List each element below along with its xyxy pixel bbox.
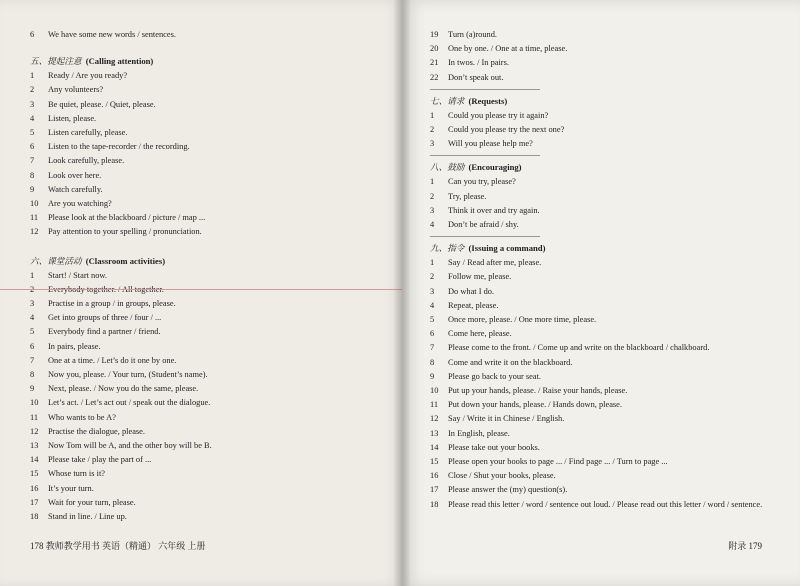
- list-item: [30, 225, 392, 239]
- list-item: [430, 285, 790, 299]
- list-item: [430, 256, 790, 270]
- item-number: 5: [30, 327, 35, 337]
- list-item: [30, 368, 392, 382]
- item-number: 6: [30, 142, 35, 152]
- item-number: 4: [430, 300, 435, 310]
- list-item: [430, 356, 790, 370]
- item-number: 9: [30, 184, 35, 194]
- item-number: 2: [430, 191, 435, 201]
- item-text: Once more, please. / One more time, please.: [448, 315, 597, 325]
- list-item: [430, 412, 790, 426]
- item-number: 12: [30, 426, 39, 436]
- item-number: 8: [30, 370, 35, 380]
- heading-chinese: 五、提起注意: [30, 56, 82, 67]
- list-item: [30, 510, 392, 524]
- item-number: 1: [430, 177, 435, 187]
- list-item: [430, 175, 790, 189]
- item-text: Any volunteers?: [48, 85, 104, 95]
- list-item: [30, 28, 392, 42]
- section-classroom-activities: [30, 254, 392, 525]
- heading-chinese: 九、指令: [430, 243, 465, 254]
- item-number: 15: [30, 469, 39, 479]
- item-number: 10: [430, 386, 439, 396]
- section-heading: [430, 160, 790, 174]
- list-item: [430, 28, 790, 42]
- list-item: [430, 427, 790, 441]
- item-number: 6: [30, 30, 35, 39]
- item-number: 12: [30, 227, 39, 237]
- item-number: 3: [30, 299, 35, 309]
- item-number: 17: [430, 485, 439, 495]
- section-divider: [430, 236, 540, 237]
- list-item: [30, 340, 392, 354]
- item-list: [430, 256, 790, 512]
- list-item: [430, 498, 790, 512]
- item-number: 9: [430, 371, 435, 381]
- item-number: 5: [30, 128, 35, 138]
- book-gutter: [394, 0, 410, 586]
- item-number: 3: [430, 139, 435, 149]
- list-item: [430, 483, 790, 497]
- item-number: 7: [430, 343, 435, 353]
- list-item: [30, 269, 392, 283]
- item-text: Please look at the blackboard / picture / map ...: [48, 213, 206, 223]
- list-item: [30, 453, 392, 467]
- item-text: Watch carefully.: [48, 184, 103, 194]
- list-item: [30, 297, 392, 311]
- item-text: Please take / play the part of ...: [48, 455, 152, 465]
- item-text: Try, please.: [448, 191, 487, 201]
- list-item: [430, 137, 790, 151]
- item-text: It’s your turn.: [48, 483, 94, 493]
- list-item: [430, 42, 790, 56]
- list-item: [30, 197, 392, 211]
- list-item: [30, 183, 392, 197]
- item-list: [430, 28, 790, 85]
- item-number: 3: [430, 205, 435, 215]
- item-number: 18: [30, 512, 39, 522]
- item-text: Look carefully, please.: [48, 156, 125, 166]
- heading-english: (Encouraging): [468, 162, 522, 173]
- item-text: Say / Write it in Chinese / English.: [448, 414, 565, 424]
- item-number: 8: [430, 357, 435, 367]
- item-text: Please open your books to page ... / Find page ... / Turn to page ...: [448, 457, 668, 467]
- item-text: Do what I do.: [448, 286, 495, 296]
- list-item: [430, 56, 790, 70]
- item-number: 4: [430, 220, 435, 230]
- item-number: 4: [30, 113, 35, 123]
- item-number: 20: [430, 44, 439, 54]
- item-number: 2: [430, 272, 435, 282]
- item-number: 22: [430, 72, 439, 82]
- item-text: Could you please try the next one?: [448, 125, 565, 135]
- section-heading: [430, 94, 790, 108]
- list-item: [430, 341, 790, 355]
- list-item: [30, 354, 392, 368]
- list-item: [30, 126, 392, 140]
- item-text: Look over here.: [48, 170, 102, 180]
- item-text: Everybody find a partner / friend.: [48, 327, 161, 337]
- item-number: 12: [430, 414, 439, 424]
- item-text: Repeat, please.: [448, 300, 499, 310]
- item-number: 6: [430, 329, 435, 339]
- item-number: 14: [30, 455, 39, 465]
- list-item: [430, 299, 790, 313]
- heading-chinese: 八、鼓励: [430, 162, 465, 173]
- item-number: 13: [30, 441, 39, 451]
- item-number: 7: [30, 156, 35, 166]
- item-text: Please read this letter / word / sentence out loud. / Please read out this letter / word / sentence.: [448, 499, 763, 509]
- item-text: One by one. / One at a time, please.: [448, 44, 568, 54]
- item-number: 2: [30, 85, 35, 95]
- heading-english: (Classroom activities): [85, 255, 166, 266]
- item-number: 6: [30, 341, 35, 351]
- item-list: [30, 269, 392, 525]
- item-text: Can you try, please?: [448, 177, 516, 187]
- list-item: [430, 398, 790, 412]
- item-text: Could you please try it again?: [448, 110, 549, 120]
- red-rule-line: [0, 289, 402, 290]
- item-number: 10: [30, 199, 39, 209]
- list-item: [430, 327, 790, 341]
- item-text: Turn (a)round.: [448, 30, 498, 39]
- item-number: 1: [30, 71, 35, 81]
- item-number: 10: [30, 398, 39, 408]
- item-text: In English, please.: [448, 428, 510, 438]
- item-text: Practise in a group / in groups, please.: [48, 299, 176, 309]
- item-number: 3: [430, 286, 435, 296]
- section-heading: [30, 54, 392, 68]
- heading-chinese: 六、课堂活动: [30, 255, 82, 266]
- list-item: [430, 441, 790, 455]
- item-text: Close / Shut your books, please.: [448, 471, 556, 481]
- item-text: Whose turn is it?: [48, 469, 105, 479]
- list-item: [430, 218, 790, 232]
- list-item: [30, 396, 392, 410]
- item-text: Please take out your books.: [448, 442, 540, 452]
- list-item: [30, 411, 392, 425]
- heading-english: (Issuing a command): [468, 243, 546, 254]
- list-item: [430, 313, 790, 327]
- list-item: [30, 311, 392, 325]
- item-number: 5: [430, 315, 435, 325]
- item-text: One at a time. / Let’s do it one by one.: [48, 355, 177, 365]
- page-footer: 附录 179: [728, 541, 762, 551]
- item-text: In twos. / In pairs.: [448, 58, 509, 68]
- item-number: 11: [30, 213, 39, 223]
- section-requests: [430, 94, 790, 152]
- item-text: Follow me, please.: [448, 272, 512, 282]
- item-text: Think it over and try again.: [448, 205, 540, 215]
- item-text: Be quiet, please. / Quiet, please.: [48, 99, 156, 109]
- item-text: Don’t speak out.: [448, 72, 504, 82]
- list-item: [30, 382, 392, 396]
- item-number: 11: [30, 412, 39, 422]
- list-item: [30, 467, 392, 481]
- item-text: Now you, please. / Your turn, (Student’s name).: [48, 370, 208, 380]
- item-number: 3: [30, 99, 35, 109]
- item-text: Put up your hands, please. / Raise your hands, please.: [448, 386, 628, 396]
- list-item: [30, 325, 392, 339]
- list-item: [30, 69, 392, 83]
- section-encouraging: [430, 160, 790, 232]
- item-number: 17: [30, 497, 39, 507]
- list-item: [30, 211, 392, 225]
- list-item: [30, 439, 392, 453]
- page-footer: 178 教师教学用书 英语（精通） 六年级 上册: [30, 541, 206, 551]
- item-number: 14: [430, 442, 439, 452]
- list-item: [30, 496, 392, 510]
- item-number: 15: [430, 457, 439, 467]
- section-divider: [430, 89, 540, 90]
- item-list: [430, 109, 790, 152]
- item-text: Listen, please.: [48, 113, 97, 123]
- list-item: [430, 109, 790, 123]
- item-number: 2: [430, 125, 435, 135]
- item-number: 16: [430, 471, 439, 481]
- item-number: 9: [30, 384, 35, 394]
- item-list: [30, 69, 392, 239]
- item-number: 11: [430, 400, 439, 410]
- item-number: 1: [30, 270, 35, 280]
- list-item: [430, 204, 790, 218]
- list-item: [30, 112, 392, 126]
- item-number: 16: [30, 483, 39, 493]
- item-number: 1: [430, 258, 435, 268]
- item-text: Listen carefully, please.: [48, 128, 128, 138]
- item-number: 18: [430, 499, 439, 509]
- list-item: [430, 190, 790, 204]
- item-text: We have some new words / sentences.: [48, 30, 176, 39]
- item-text: Get into groups of three / four / ...: [48, 313, 162, 323]
- item-text: Please go back to your seat.: [448, 371, 542, 381]
- list-item: [430, 71, 790, 85]
- item-number: 4: [30, 313, 35, 323]
- list-item: [30, 154, 392, 168]
- item-number: 21: [430, 58, 439, 68]
- item-list: [430, 175, 790, 232]
- item-number: 1: [430, 110, 435, 120]
- item-text: Pay attention to your spelling / pronunciation.: [48, 227, 202, 237]
- item-number: 8: [30, 170, 35, 180]
- item-text: Please come to the front. / Come up and write on the blackboard / chalkboard.: [448, 343, 710, 353]
- item-number: 13: [430, 428, 439, 438]
- item-text: Put down your hands, please. / Hands down, please.: [448, 400, 622, 410]
- item-text: Please answer the (my) question(s).: [448, 485, 568, 495]
- item-text: Listen to the tape-recorder / the recording.: [48, 142, 190, 152]
- item-text: Don’t be afraid / shy.: [448, 220, 519, 230]
- list-item: [30, 98, 392, 112]
- heading-english: (Calling attention): [85, 56, 154, 67]
- item-text: Everybody together. / All together.: [48, 284, 164, 294]
- heading-chinese: 七、请求: [430, 95, 465, 106]
- item-number: 2: [30, 284, 35, 294]
- item-text: Ready / Are you ready?: [48, 71, 128, 81]
- list-item: [430, 455, 790, 469]
- list-item: [30, 140, 392, 154]
- item-text: In pairs, please.: [48, 341, 101, 351]
- list-item: [430, 123, 790, 137]
- item-text: Now Tom will be A, and the other boy will be B.: [48, 441, 212, 451]
- right-page: [402, 0, 800, 586]
- heading-english: (Requests): [468, 95, 508, 106]
- list-item: [430, 469, 790, 483]
- section-heading: [30, 254, 392, 268]
- item-text: Practise the dialogue, please.: [48, 426, 145, 436]
- section-calling-attention: [30, 54, 392, 239]
- list-item: [430, 384, 790, 398]
- list-item: [430, 270, 790, 284]
- item-text: Come and write it on the blackboard.: [448, 357, 573, 367]
- item-number: 19: [430, 30, 439, 39]
- item-text: Say / Read after me, please.: [448, 258, 542, 268]
- item-text: Let’s act. / Let’s act out / speak out the dialogue.: [48, 398, 211, 408]
- list-item: [30, 482, 392, 496]
- item-text: Are you watching?: [48, 199, 112, 209]
- item-text: Come here, please.: [448, 329, 512, 339]
- section-issuing-command: [430, 241, 790, 512]
- item-text: Start! / Start now.: [48, 270, 108, 280]
- item-number: 7: [30, 355, 35, 365]
- section-heading: [430, 241, 790, 255]
- item-text: Wait for your turn, please.: [48, 497, 136, 507]
- section-divider: [430, 155, 540, 156]
- list-item: [30, 425, 392, 439]
- item-text: Next, please. / Now you do the same, please.: [48, 384, 199, 394]
- item-text: Stand in line. / Line up.: [48, 512, 127, 522]
- list-item: [430, 370, 790, 384]
- list-item: [30, 83, 392, 97]
- item-text: Will you please help me?: [448, 139, 533, 149]
- list-item: [30, 169, 392, 183]
- item-text: Who wants to be A?: [48, 412, 116, 422]
